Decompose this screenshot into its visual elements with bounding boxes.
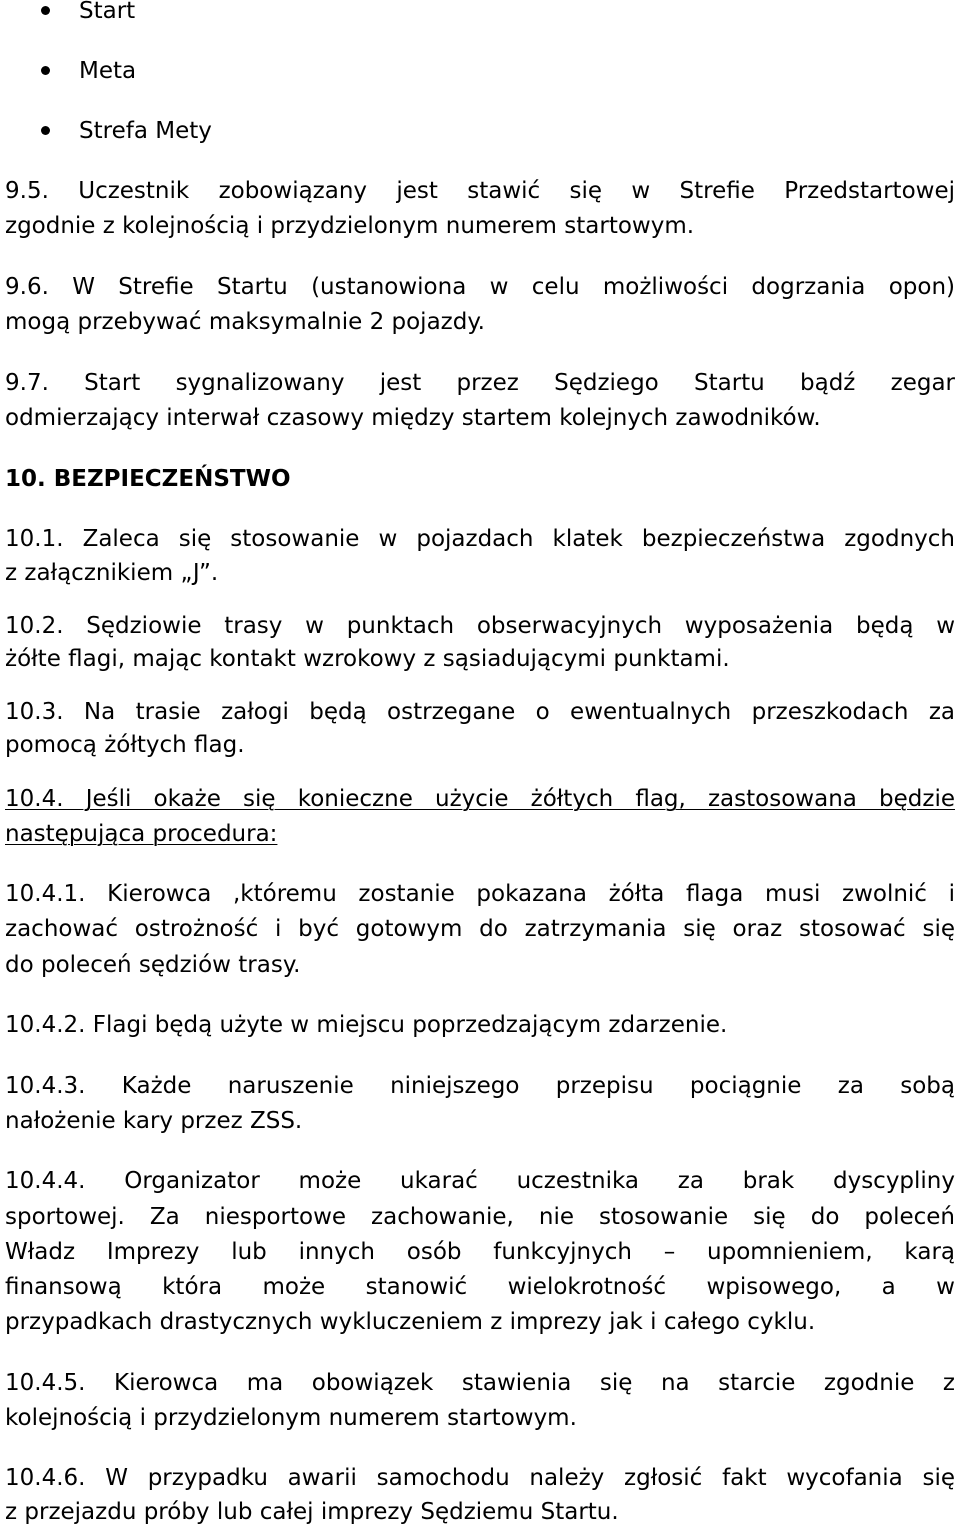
paragraph-9-6-line-1: 9.6. W Strefie Startu (ustanowiona w celu możliwości dogrzania opon) [5,274,955,300]
paragraph-10-4-6-line-2: z przejazdu próby lub całej imprezy Sędziemu Startu. [5,1499,619,1525]
paragraph-10-4-2-line-1: 10.4.2. Flagi będą użyte w miejscu poprzedzającym zdarzenie. [5,1012,728,1038]
paragraph-9-7-line-2: odmierzający interwał czasowy między startem kolejnych zawodników. [5,405,821,431]
paragraph-10-4-6-line-1: 10.4.6. W przypadku awarii samochodu należy zgłosić fakt wycofania się [5,1465,955,1491]
paragraph-10-1-line-1: 10.1. Zaleca się stosowanie w pojazdach klatek bezpieczeństwa zgodnych [5,526,955,552]
paragraph-9-5-line-2: zgodnie z kolejnością i przydzielonym numerem startowym. [5,213,695,239]
section-heading-10: 10. BEZPIECZEŃSTWO [5,466,291,492]
paragraph-10-4-line-2: następująca procedura: [5,821,278,847]
paragraph-10-4-line-1: 10.4. Jeśli okaże się konieczne użycie żółtych flag, zastosowana będzie [5,786,955,812]
paragraph-10-3-line-1: 10.3. Na trasie załogi będą ostrzegane o ewentualnych przeszkodach za [5,699,955,725]
paragraph-10-3-line-2: pomocą żółtych flag. [5,732,245,758]
paragraph-10-4-1-line-2: zachować ostrożność i być gotowym do zatrzymania się oraz stosować się [5,916,955,942]
bullet-icon [41,6,50,15]
paragraph-10-2-line-1: 10.2. Sędziowie trasy w punktach obserwacyjnych wyposażenia będą w [5,613,955,639]
paragraph-9-6-line-2: mogą przebywać maksymalnie 2 pojazdy. [5,309,485,335]
paragraph-9-7-line-1: 9.7. Start sygnalizowany jest przez Sędziego Startu bądź zegar [5,370,955,396]
paragraph-10-4-3-line-2: nałożenie kary przez ZSS. [5,1108,303,1134]
paragraph-10-4-4-line-3: Władz Imprezy lub innych osób funkcyjnych – upomnieniem, karą [5,1239,955,1265]
paragraph-10-4-3-line-1: 10.4.3. Każde naruszenie niniejszego przepisu pociągnie za sobą [5,1073,955,1099]
paragraph-10-4-5-line-2: kolejnością i przydzielonym numerem startowym. [5,1405,577,1431]
paragraph-10-4-4-line-4: finansową która może stanowić wielokrotność wpisowego, a w [5,1274,955,1300]
paragraph-10-4-1-line-1: 10.4.1. Kierowca ,któremu zostanie pokazana żółta flaga musi zwolnić i [5,881,955,907]
bullet-icon [41,126,50,135]
paragraph-10-4-1-line-3: do poleceń sędziów trasy. [5,952,301,978]
bullet-label: Strefa Mety [79,118,212,144]
paragraph-10-2-line-2: żółte flagi, mając kontakt wzrokowy z sąsiadującymi punktami. [5,646,730,672]
bullet-label: Meta [79,58,137,84]
bullet-icon [41,66,50,75]
paragraph-10-4-4-line-1: 10.4.4. Organizator może ukarać uczestnika za brak dyscypliny [5,1168,955,1194]
paragraph-10-4-4-line-2: sportowej. Za niesportowe zachowanie, nie stosowanie się do poleceń [5,1204,955,1230]
paragraph-10-4-5-line-1: 10.4.5. Kierowca ma obowiązek stawienia się na starcie zgodnie z [5,1370,955,1396]
paragraph-9-5-line-1: 9.5. Uczestnik zobowiązany jest stawić się w Strefie Przedstartowej [5,178,955,204]
paragraph-10-1-line-2: z załącznikiem „J”. [5,560,219,586]
paragraph-10-4-4-line-5: przypadkach drastycznych wykluczeniem z imprezy jak i całego cyklu. [5,1309,816,1335]
bullet-label: Start [79,0,136,24]
